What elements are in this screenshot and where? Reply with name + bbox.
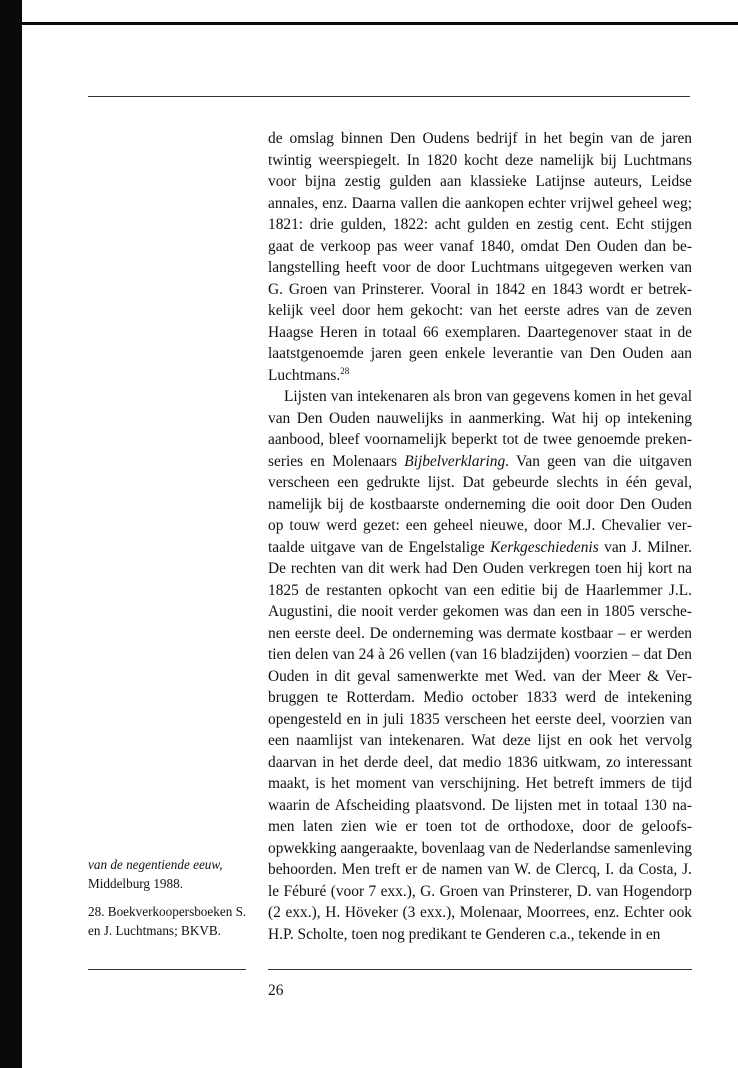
paragraph-2: Lijsten van intekenaren als bron van gegevens komen in het geval van Den Ouden nauwelijks in aanmerking. Wat hij op intekening aanbood, bleef voornamelijk beperkt tot de twee genoemde prekenseries en Molenaars Bijbelverklaring. Van geen van die uitgaven verscheen een gedrukte lijst. Dat gebeurde slechts in één geval, namelijk bij de kostbaarste onderneming die ooit door Den Ouden op touw werd gezet: een geheel nieuwe, door M.J. Chevalier vertaalde uitgave van de Engelstalige Kerkgeschiedenis van J. Milner. De rechten van dit werk had Den Ouden verkregen toen hij kort na 1825 de restanten opkocht van een editie bij de Haarlemmer J.L. Augustini, die nooit verder gekomen was dan een in 1805 verschenen eerste deel. De onderneming was dermate kostbaar – er werden tien delen van 24 à 26 vellen (van 16 bladzijden) voorzien – dat Den Ouden in dit geval samenwerkte met Wed. van der Meer & Verbruggen te Rotterdam. Medio october 1833 werd de intekening opengesteld en in juli 1835 verscheen het eerste deel, voorzien van een naamlijst van intekenaren. Wat deze lijst en ook het vervolg daarvan in het derde deel, dat medio 1836 uitkwam, zo interessant maakt, is het moment van verschijning. Het betreft immers de tijd waarin de Afscheiding plaatsvond. De lijsten met in totaal 130 namen laten zien wie er toen tot de orthodoxe, door de geloofsopwekking aangeraakte, bovenlaag van de Nederlandse samenleving behoorden. Men treft er de namen van W. de Clercq, I. da Costa, J. le Féburé (voor 7 exx.), G. Groen van Prinsterer, D. van Hogendorp (2 exx.), H. Höveker (3 exx.), Molenaar, Moorrees, enz. Echter ook H.P. Scholte, toen nog predikant te Genderen c.a., tekende in en (268, 388, 692, 943)
header-rule (88, 96, 690, 97)
footnote-28: 28. Boekverkoopersboeken S. en J. Luchtmans; BKVB. (88, 904, 247, 938)
title-bijbelverklaring: Bijbelverklaring (404, 452, 506, 470)
page-number: 26 (268, 982, 284, 999)
paragraph-1: de omslag binnen Den Oudens bedrijf in het begin van de jaren twintig weerspiegelt. In 1820 kocht deze namelijk bij Luchtmans voor bijna zestig gulden aan klassieke Latijnse auteurs, Leidse annales, enz. Daarna vallen die aankopen echter vrijwel geheel weg; 1821: drie gulden, 1822: acht gulden en zestig cent. Echt stijgen gaat de verkoop pas weer vanaf 1840, omdat Den Ouden dan belangstelling heeft voor de door Luchtmans uitgegeven werken van G. Groen van Prinsterer. Vooral in 1842 en 1843 wordt er betrekkelijk veel door hem gekocht: van het eerste adres van de zeven Haagse Heren in totaal 66 exemplaren. Daartegenover staat in de laatstgenoemde jaren geen enkele leverantie van Den Ouden aan Luchtmans.$^{28}$ (268, 130, 692, 384)
scan-top-edge (0, 22, 738, 25)
main-text-column (268, 128, 692, 945)
footer-rule-left (88, 969, 246, 970)
note-continuation: van de negentiende eeuw, Middelburg 1988. (88, 857, 223, 891)
scan-left-edge (0, 0, 22, 1068)
footer-rule-right (268, 969, 692, 970)
margin-notes (88, 856, 248, 940)
footnote-ref-28[interactable]: 28 (340, 365, 350, 376)
title-kerkgeschiedenis: Kerkgeschiedenis (490, 538, 599, 556)
